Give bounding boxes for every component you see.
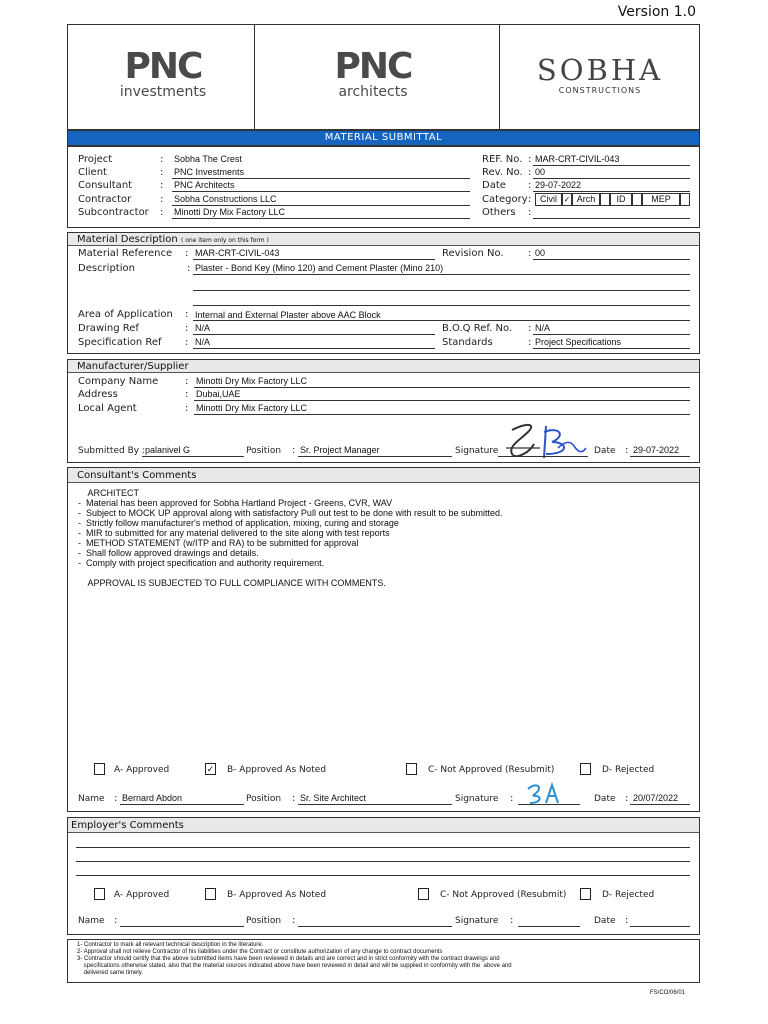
material-reference-value: MAR-CRT-CIVIL-043 — [195, 248, 280, 258]
category-civil-checkbox[interactable]: ✓ — [563, 195, 571, 204]
employer-date-label: Date — [594, 916, 616, 926]
ref-label: REF. No. — [482, 154, 523, 165]
consultant-approved-label: A- Approved — [114, 765, 170, 775]
client-value: PNC Investments — [174, 167, 245, 177]
sobha-logo: SOBHA CONSTRUCTIONS — [536, 53, 664, 95]
spec-label: Specification Ref — [78, 337, 162, 348]
employer-rejected-checkbox[interactable] — [580, 888, 591, 900]
standards-value: Project Specifications — [535, 337, 622, 347]
contractor-label: Contractor — [78, 194, 132, 205]
employer-approved-as-noted-label: B- Approved As Noted — [227, 890, 327, 900]
submitted-signature-label: Signature — [455, 446, 499, 456]
employer-approved-label: A- Approved — [114, 890, 170, 900]
consultant-approved-as-noted-label: B- Approved As Noted — [227, 765, 327, 775]
consultant-date-value: 20/07/2022 — [633, 793, 679, 803]
consultant-not-approved-checkbox[interactable] — [406, 763, 417, 775]
form-code: FS/CO/06/01 — [650, 990, 686, 996]
consultant-approved-as-noted-checkbox[interactable]: ✓ — [206, 764, 215, 774]
consultant-comments-text — [78, 488, 503, 588]
consultant-value: PNC Architects — [174, 180, 235, 190]
comment-line: - Subject to MOCK UP approval along with satisfactory Pull out test to be done with result to be submitted. — [78, 508, 503, 518]
category-civil[interactable]: Civil — [535, 193, 562, 206]
submitted-by-value: palanivel G — [145, 445, 191, 455]
agent-label: Local Agent — [78, 403, 137, 414]
consultant-approved-checkbox[interactable] — [94, 763, 105, 775]
drawing-value: N/A — [195, 323, 211, 333]
footnote: 3- Contractor should certify that the above submitted items have been reviewed in details and are correct and in strict conformity with the contract drawings and — [77, 956, 500, 962]
subcontractor-label: Subcontractor — [78, 207, 149, 218]
consultant-label: Consultant — [78, 180, 133, 191]
project-label: Project — [78, 154, 113, 165]
comment-line — [78, 568, 503, 578]
category-mep-checkbox[interactable] — [680, 193, 690, 206]
agent-value: Minotti Dry Mix Factory LLC — [196, 403, 308, 413]
subcontractor-value: Minotti Dry Mix Factory LLC — [174, 207, 286, 217]
company-value: Minotti Dry Mix Factory LLC — [196, 376, 308, 386]
employer-not-approved-label: C- Not Approved (Resubmit) — [440, 890, 567, 900]
client-label: Client — [78, 167, 107, 178]
category-mep[interactable]: MEP — [642, 193, 680, 206]
area-value: Internal and External Plaster above AAC Block — [195, 310, 381, 320]
submitted-position-value: Sr. Project Manager — [300, 445, 380, 455]
category-label: Category — [482, 194, 528, 205]
comment-line: ARCHITECT — [78, 488, 140, 498]
pnc-architects-logo: PNC architects — [334, 46, 412, 100]
spec-value: N/A — [195, 337, 211, 347]
date-value: 29-07-2022 — [535, 180, 582, 190]
consultant-position-label: Position — [246, 794, 282, 804]
comment-line: - Comply with project specification and authority requirement. — [78, 558, 325, 568]
consultant-name-value: Bernard Abdon — [122, 793, 183, 803]
footnote: 1- Contractor to mark all relevant technical description in the literature. — [77, 942, 264, 948]
category-arch[interactable]: Arch — [572, 193, 600, 206]
revision-label: Revision No. — [442, 248, 504, 259]
boq-label: B.O.Q Ref. No. — [442, 323, 513, 334]
logo-header — [67, 24, 700, 130]
employer-signature-label: Signature — [455, 916, 499, 926]
manufacturer-section-header: Manufacturer/Supplier — [68, 360, 699, 373]
area-label: Area of Application — [78, 309, 173, 320]
description-value: Plaster - Bond Key (Mino 120) and Cement Plaster (Mino 210) — [195, 263, 444, 273]
submitted-position-label: Position — [246, 446, 282, 456]
comment-line: - Strictly follow manufacturer's method of application, mixing, curing and storage — [78, 518, 399, 528]
submitter-signature-image — [500, 418, 590, 464]
footnote: specifications otherwise stated, also that the material sources indicated above have been reviewed in detail and will be supplied in conformity with the above and — [77, 963, 512, 969]
comment-line: - MIR to submitted for any material delivered to the site along with test reports — [78, 528, 390, 538]
form-title: MATERIAL SUBMITTAL — [67, 130, 700, 146]
project-value: Sobha The Crest — [174, 154, 242, 164]
submitted-by-label: Submitted By : — [78, 446, 145, 456]
consultant-signature-label: Signature — [455, 794, 499, 804]
consultant-not-approved-label: C- Not Approved (Resubmit) — [428, 765, 555, 775]
category-id-checkbox[interactable] — [632, 193, 642, 206]
footnote: delivered same timely. — [77, 970, 143, 976]
drawing-label: Drawing Ref — [78, 323, 139, 334]
consultant-position-value: Sr. Site Architect — [300, 793, 367, 803]
employer-rejected-label: D- Rejected — [602, 890, 655, 900]
employer-approved-checkbox[interactable] — [94, 888, 105, 900]
employer-name-label: Name — [78, 916, 105, 926]
submitted-date-value: 29-07-2022 — [633, 445, 680, 455]
company-label: Company Name — [78, 376, 159, 387]
footnote: 2- Approval shall not relieve Contractor of his liabilities under the Contract or constitute authorization of any change to contract documents — [77, 949, 443, 955]
category-id[interactable]: ID — [610, 193, 632, 206]
contractor-value: Sobha Constructions LLC — [174, 194, 277, 204]
ref-value: MAR-CRT-CIVIL-043 — [535, 154, 620, 164]
standards-label: Standards — [442, 337, 493, 348]
description-label: Description — [78, 263, 135, 274]
consultant-comments-header: Consultant's Comments — [68, 468, 699, 483]
address-label: Address — [78, 389, 118, 400]
others-label: Others — [482, 207, 516, 218]
employer-position-label: Position — [246, 916, 282, 926]
rev-value: 00 — [535, 167, 546, 177]
comment-line: - METHOD STATEMENT (w/ITP and RA) to be submitted for approval — [78, 538, 359, 548]
pnc-investments-logo: PNC investments — [119, 46, 207, 100]
rev-label: Rev. No. — [482, 167, 523, 178]
comment-line: - Shall follow approved drawings and details. — [78, 548, 259, 558]
employer-approved-as-noted-checkbox[interactable] — [205, 888, 216, 900]
revision-value: 00 — [535, 248, 546, 258]
consultant-name-label: Name — [78, 794, 105, 804]
consultant-rejected-checkbox[interactable] — [580, 763, 591, 775]
employer-comments-header: Employer's Comments — [68, 818, 699, 833]
version-label: Version 1.0 — [617, 4, 696, 20]
address-value: Dubai,UAE — [196, 389, 241, 399]
boq-value: N/A — [535, 323, 551, 333]
material-reference-label: Material Reference — [78, 248, 173, 259]
category-arch-checkbox[interactable] — [600, 193, 610, 206]
material-section-header: Material Description ( one item only on this form ) — [68, 233, 699, 246]
comment-line: APPROVAL IS SUBJECTED TO FULL COMPLIANCE WITH COMMENTS. — [78, 578, 386, 588]
submitted-date-label: Date — [594, 446, 616, 456]
employer-not-approved-checkbox[interactable] — [418, 888, 429, 900]
footnotes — [77, 942, 512, 977]
date-label: Date — [482, 180, 506, 191]
comment-line: - Material has been approved for Sobha Hartland Project - Greens, CVR, WAV — [78, 498, 393, 508]
consultant-date-label: Date — [594, 794, 616, 804]
consultant-rejected-label: D- Rejected — [602, 765, 655, 775]
